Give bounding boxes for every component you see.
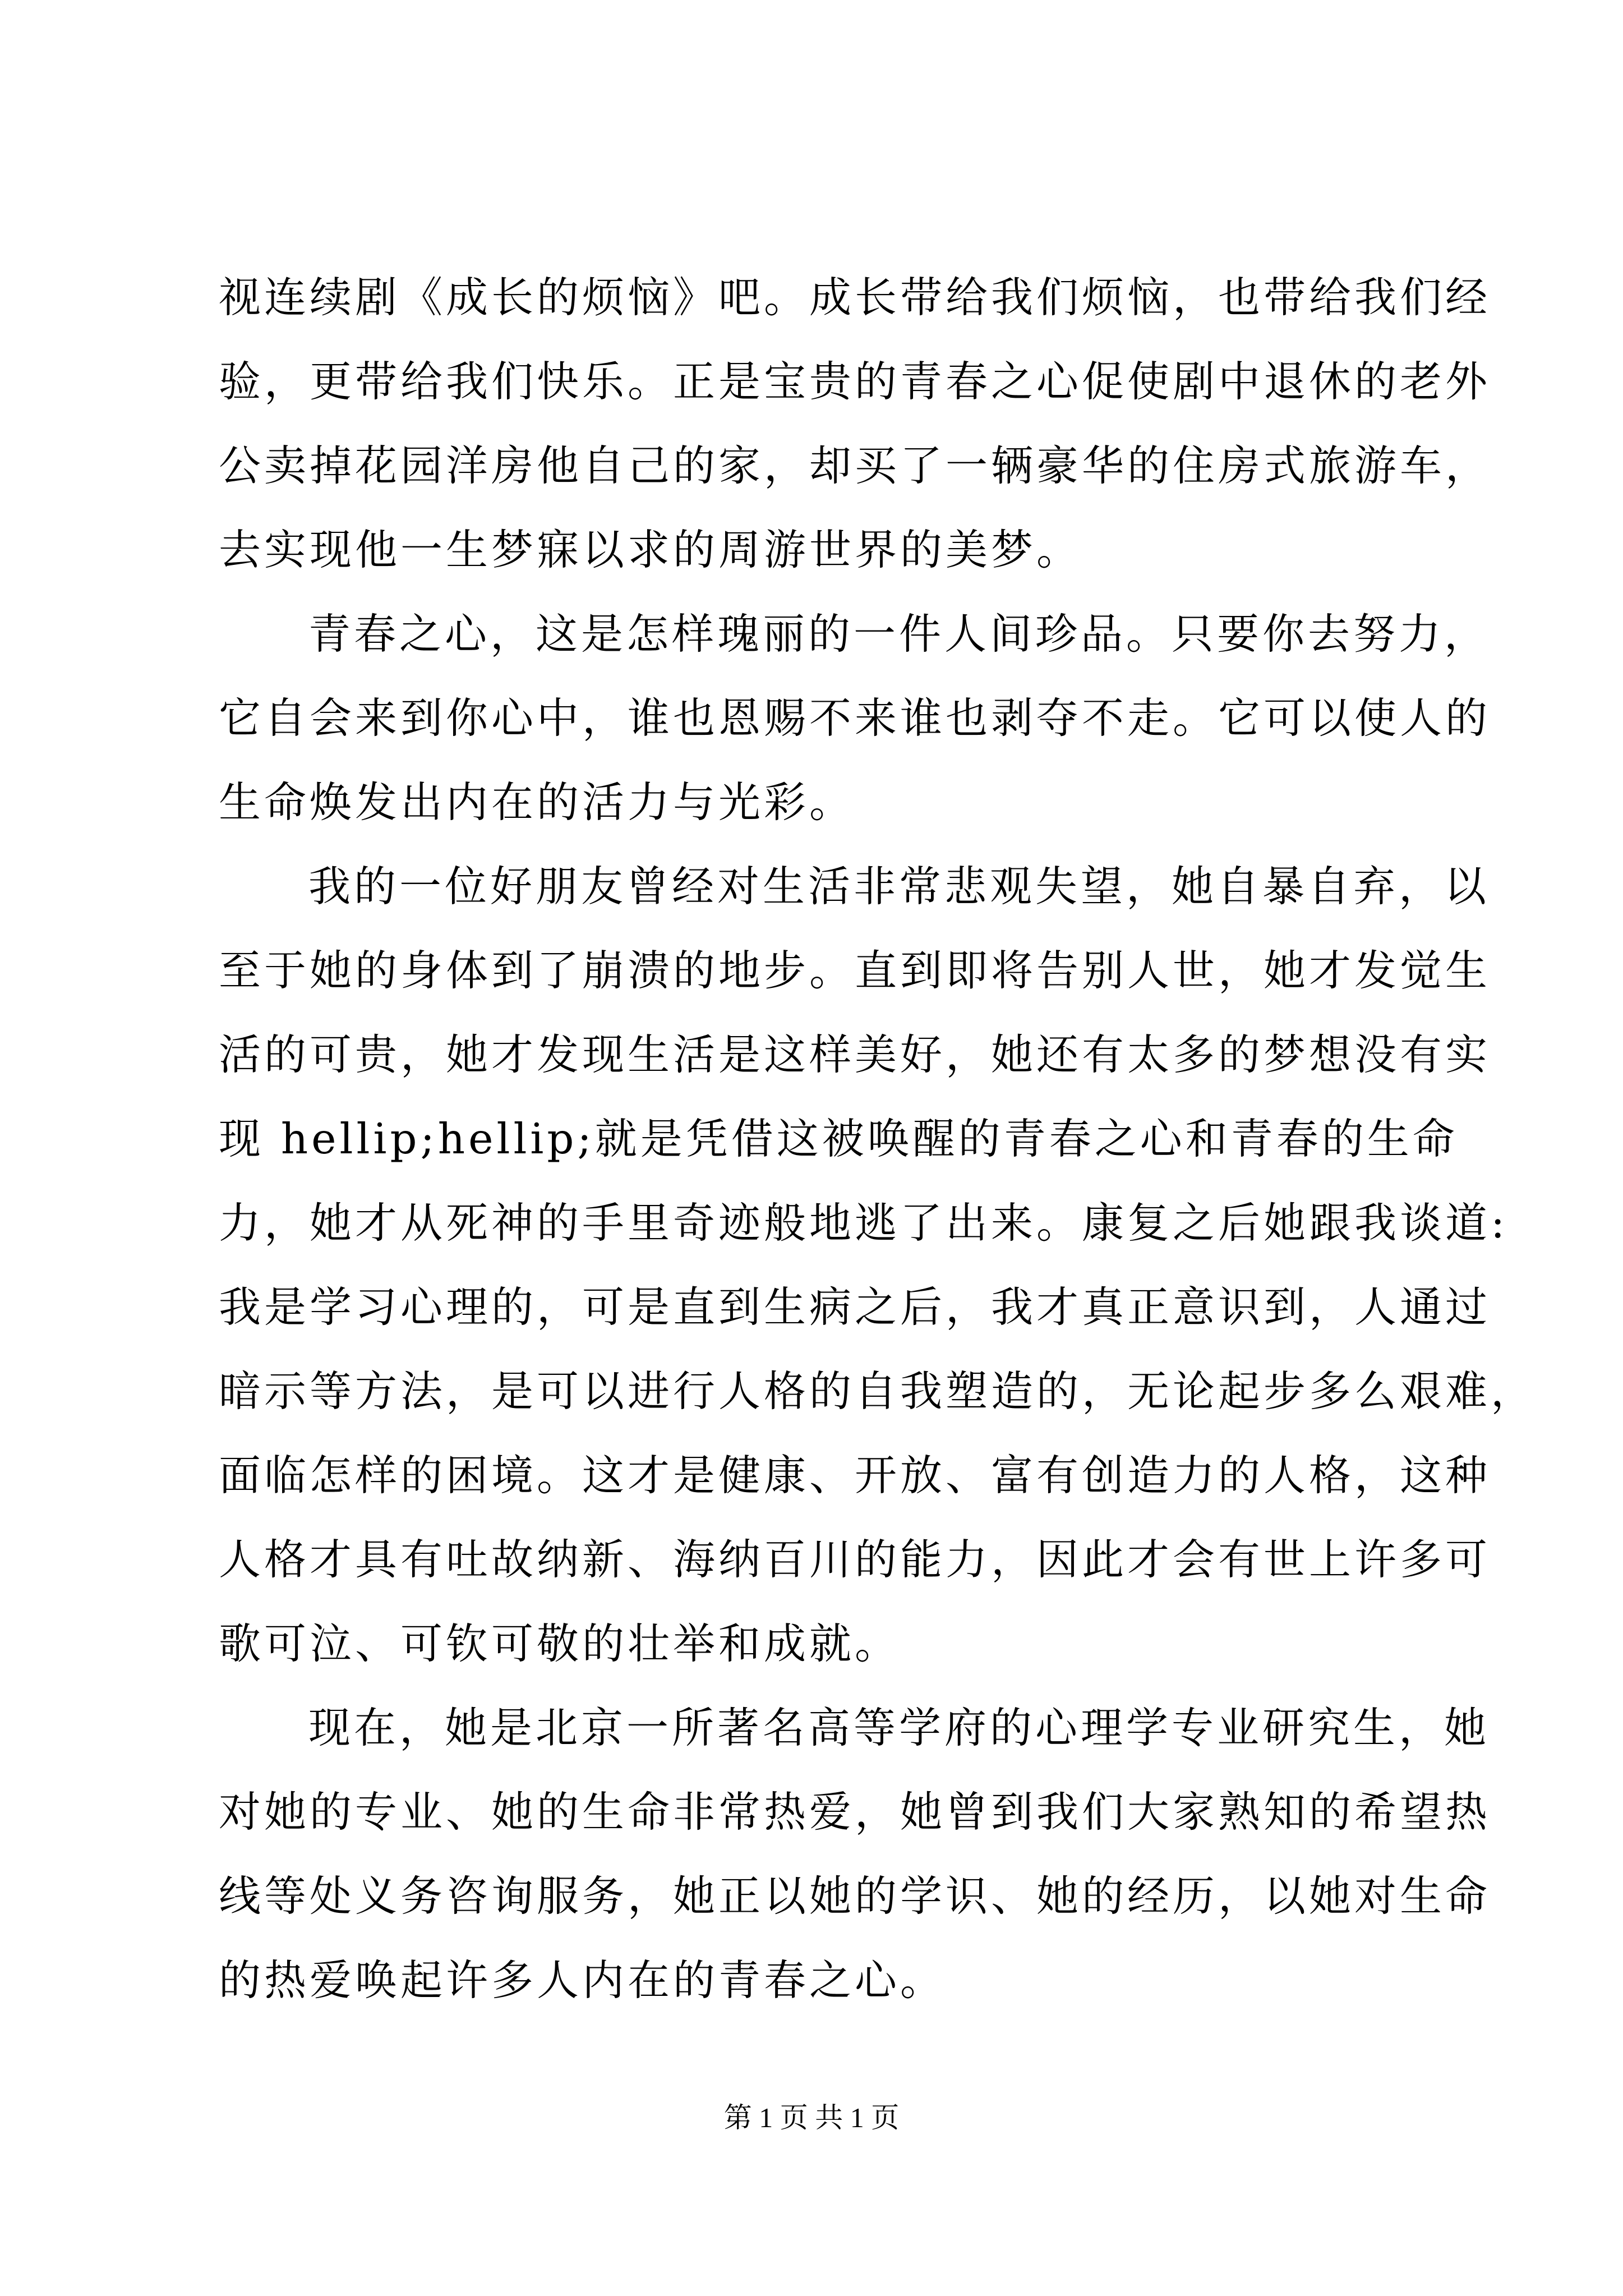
paragraph-4 (219, 1686, 1491, 2022)
page-footer (0, 2101, 1623, 2134)
text-line: 视连续剧《成长的烦恼》吧。成长带给我们烦恼，也带给我们经 (219, 273, 1491, 322)
body-text (219, 255, 1537, 2022)
text-line: 验，更带给我们快乐。正是宝贵的青春之心促使剧中退休的老外 (219, 357, 1491, 406)
text-line: 歌可泣、可钦可敬的壮举和成就。 (219, 1619, 901, 1668)
text-line: 现在，她是北京一所著名高等学府的心理学专业研究生，她 (308, 1703, 1490, 1752)
text-line: 去实现他一生梦寐以求的周游世界的美梦。 (219, 525, 1082, 574)
text-line: 人格才具有吐故纳新、海纳百川的能力，因此才会有世上许多可 (219, 1535, 1491, 1584)
paragraph-3 (219, 844, 1537, 1686)
page-number-label: 第 1 页 共 1 页 (723, 2102, 900, 2133)
text-line: 公卖掉花园洋房他自己的家，却买了一辆豪华的住房式旅游车， (219, 441, 1491, 490)
text-line: 我是学习心理的，可是直到生病之后，我才真正意识到，人通过 (219, 1282, 1491, 1332)
text-line: 暗示等方法，是可以进行人格的自我塑造的，无论起步多么艰难， (219, 1366, 1537, 1416)
text-line: 至于她的身体到了崩溃的地步。直到即将告别人世，她才发觉生 (219, 946, 1491, 995)
text-line: 的热爱唤起许多人内在的青春之心。 (219, 1955, 946, 2005)
text-line: 青春之心，这是怎样瑰丽的一件人间珍品。只要你去努力， (308, 609, 1490, 659)
text-line: 我的一位好朋友曾经对生活非常悲观失望，她自暴自弃，以 (308, 862, 1490, 911)
text-line: 线等处义务咨询服务，她正以她的学识、她的经历，以她对生命 (219, 1871, 1491, 1921)
text-line: 力，她才从死神的手里奇迹般地逃了出来。康复之后她跟我谈道: (219, 1198, 1509, 1248)
paragraph-2 (219, 592, 1491, 844)
text-line: 面临怎样的困境。这才是健康、开放、富有创造力的人格，这种 (219, 1451, 1491, 1500)
text-line: 活的可贵，她才发现生活是这样美好，她还有太多的梦想没有实 (219, 1030, 1491, 1079)
text-line: 它自会来到你心中，谁也恩赐不来谁也剥夺不走。它可以使人的 (219, 693, 1491, 743)
text-line: 生命焕发出内在的活力与光彩。 (219, 777, 855, 827)
text-line: 现 hellip;hellip;就是凭借这被唤醒的青春之心和青春的生命 (219, 1114, 1458, 1163)
paragraph-1 (219, 255, 1491, 592)
text-line: 对她的专业、她的生命非常热爱，她曾到我们大家熟知的希望热 (219, 1787, 1491, 1837)
